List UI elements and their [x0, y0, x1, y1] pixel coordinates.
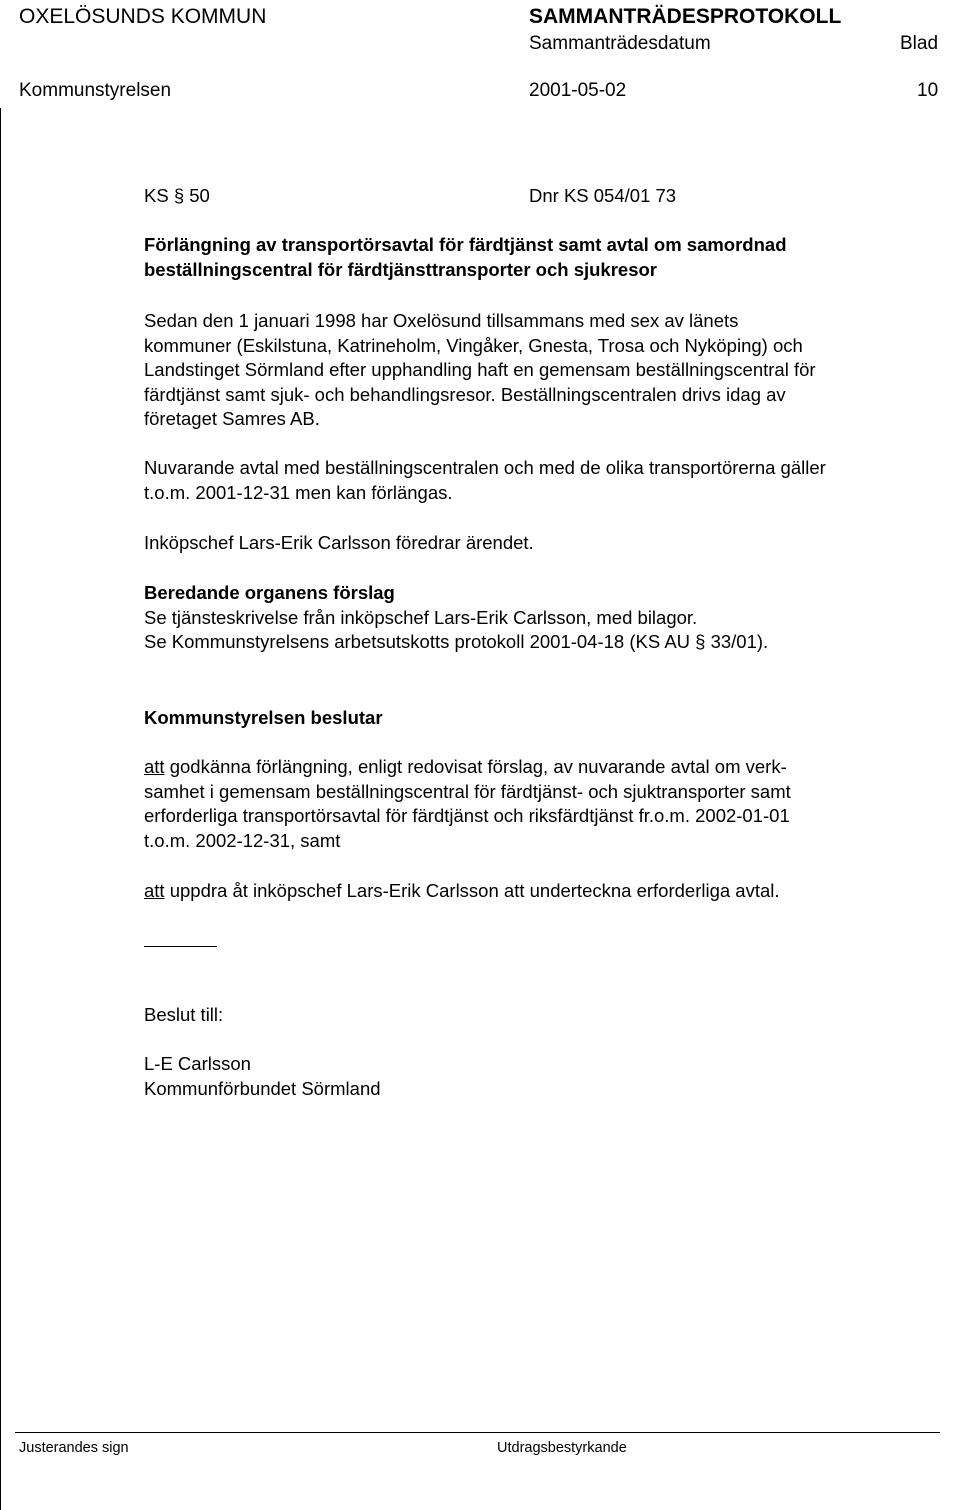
item-text: uppdra åt inköpschef Lars-Erik Carlsson att underteckna erforderliga avtal. [164, 880, 780, 901]
recipient: Kommunförbundet Sörmland [144, 1077, 381, 1099]
title-line: beställningscentral för färdtjänsttransporter och sjukresor [144, 258, 657, 280]
date-label: Sammanträdesdatum [529, 33, 711, 54]
text-line: Se Kommunstyrelsens arbetsutskotts protokoll 2001-04-18 (KS AU § 33/01). [144, 631, 769, 652]
meeting-date: 2001-05-02 [529, 80, 627, 101]
text-line: Nuvarande avtal med beställningscentralen och med de olika transportörerna gäller [144, 457, 826, 478]
text-line [144, 755, 791, 780]
case-reference: KS § 50 [144, 185, 210, 206]
distribution-label: Beslut till: [144, 1004, 224, 1025]
text-line: t.o.m. 2001-12-31 men kan förlängas. [144, 481, 453, 503]
text-line: färdtjänst samt sjuk- och behandlingsresor. Beställningscentralen drivs idag av [144, 383, 786, 405]
footer-rule [15, 1432, 940, 1433]
att-keyword: att [144, 756, 165, 777]
separator-line [144, 946, 217, 947]
case-title [144, 233, 787, 282]
municipality-name: OXELÖSUNDS KOMMUN [19, 5, 267, 28]
text-line: Se tjänsteskrivelse från inköpschef Lars-Erik Carlsson, med bilagor. [144, 606, 698, 628]
text-line: t.o.m. 2002-12-31, samt [144, 829, 341, 851]
text-line: Landstinget Sörmland efter upphandling haft en gemensam beställningscentral för [144, 359, 816, 380]
current-agreement-paragraph [144, 456, 826, 505]
proposal-heading: Beredande organens förslag [144, 582, 395, 603]
text-line: Sedan den 1 januari 1998 har Oxelösund tillsammans med sex av länets [144, 310, 739, 331]
text-line: företaget Samres AB. [144, 408, 320, 429]
proposal-section [144, 581, 768, 655]
background-paragraph [144, 309, 816, 432]
distribution-list [144, 1052, 381, 1101]
page-label: Blad [900, 33, 939, 54]
diary-number: Dnr KS 054/01 73 [529, 185, 677, 206]
decision-item-2 [144, 879, 780, 904]
presenter-paragraph: Inköpschef Lars-Erik Carlsson föredrar ärendet. [144, 532, 534, 553]
body-name: Kommunstyrelsen [19, 80, 172, 101]
title-line: Förlängning av transportörsavtal för färdtjänst samt avtal om samordnad [144, 234, 787, 255]
item-text: godkänna förlängning, enligt redovisat förslag, av nuvarande avtal om verk- [164, 756, 787, 777]
footer-certification-label: Utdragsbestyrkande [497, 1440, 627, 1456]
text-line: kommuner (Eskilstuna, Katrineholm, Vingåker, Gnesta, Trosa och Nyköping) och [144, 334, 803, 356]
text-line: erforderliga transportörsavtal för färdtjänst och riksfärdtjänst fr.o.m. 2002-01-01 [144, 805, 790, 826]
left-margin-rule [0, 108, 1, 1510]
decision-item-1 [144, 755, 791, 853]
page-number: 10 [917, 80, 939, 101]
footer-signature-label: Justerandes sign [19, 1440, 129, 1456]
recipient: L-E Carlsson [144, 1053, 251, 1074]
att-keyword: att [144, 880, 165, 901]
decision-heading: Kommunstyrelsen beslutar [144, 707, 383, 728]
document-type: SAMMANTRÄDESPROTOKOLL [529, 5, 842, 28]
text-line: samhet i gemensam beställningscentral för färdtjänst- och sjuktransporter samt [144, 780, 791, 802]
